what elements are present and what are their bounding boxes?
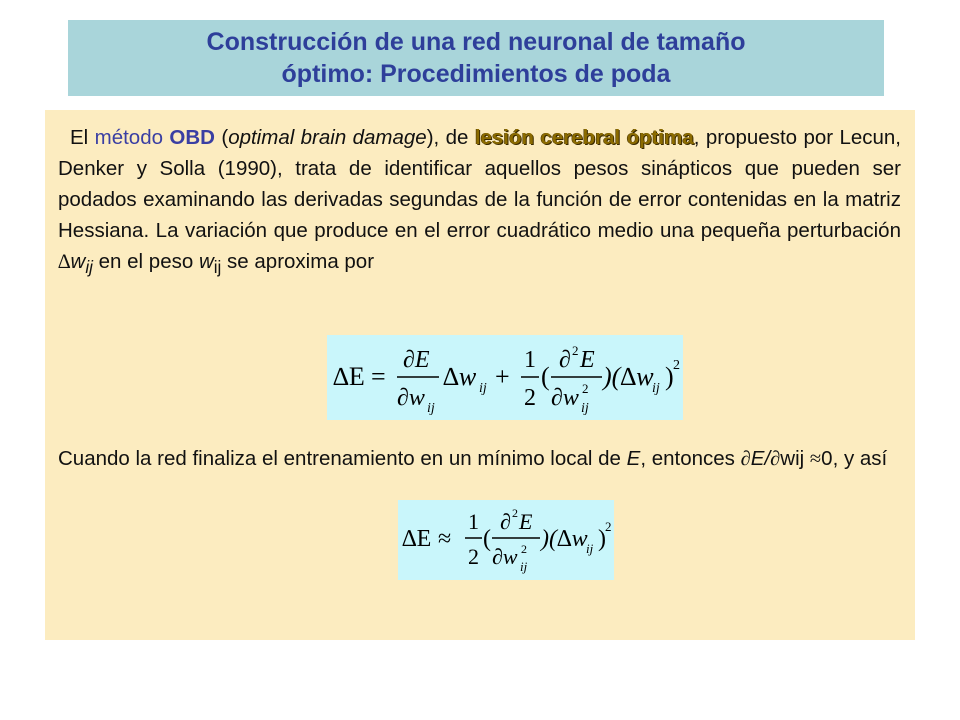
partial-symbol: ∂ [770,448,781,470]
fraction2-den-sub: ij [581,401,589,416]
formula2-open-paren: ( [483,526,491,552]
fraction1-denominator-sub: ij [427,401,435,416]
title-line-2: óptimo: Procedimientos de poda [281,60,671,88]
formula2-den-sub: ij [520,559,528,574]
formula2-square-exponent: 2 [605,519,612,534]
text-run: 0, y así [821,447,888,470]
formula-lhs: ∆E [333,362,365,391]
formula2-close-paren: ) [598,526,606,552]
local-minimum-paragraph [58,443,901,475]
formula2-num-e: E [519,509,533,534]
formula-equals: = [371,362,386,391]
delta-w-term: ∆w [443,362,477,391]
text-run: , entonces [640,447,741,470]
text-run: ), de [426,126,475,149]
text-run: wij [780,447,810,470]
half-numerator: 1 [524,347,536,373]
formula2-partial: ∂ [500,509,511,534]
formula-plus: + [495,362,510,391]
formula2-num-sup: 2 [512,506,518,520]
delta-w-squared-term: )(∆w [603,362,654,391]
slide-title [68,20,884,96]
obd-error-formula [327,335,683,420]
text-run: Cuando la red finaliza el entrenamiento en un mínimo local de [58,447,627,470]
fraction1-numerator: ∂E [403,347,430,373]
text-run: ( [214,126,229,149]
weight-subscript: ij [213,258,222,278]
weight-subscript: ij [85,258,93,278]
obd-description-paragraph [58,122,901,283]
partial-symbol: ∂ [740,448,751,470]
formula2-half-numerator: 1 [468,509,479,534]
fraction1-denominator: ∂w [397,385,425,411]
formula2-den-sup: 2 [521,542,527,556]
formula2-approx: ≈ [438,526,452,552]
weight-symbol: w [70,250,86,273]
obd-term: OBD [169,126,215,149]
weight-symbol: w [198,250,214,273]
formula2-delta-w-term: )(∆w [541,526,588,552]
approx-symbol: ≈ [809,448,822,470]
text-run: , propuesto por Lecun, Denker y Solla (1990), trata de identificar aquellos pesos sinápticos que pueden ser podados examinando las derivadas segundas de la función de error contenidas en la matriz Hessiana. La variación que produce en el error cuadrático medio una pequeña perturbación [58,126,901,242]
fraction2-partial: ∂ [559,347,571,373]
formula2-lhs: ∆E [402,526,432,552]
optimal-brain-damage-term: optimal brain damage [228,126,427,149]
text-run: El [70,126,95,149]
error-symbol: E/ [750,447,771,470]
text-run: en el peso [92,250,199,273]
fraction2-num-e: E [580,347,595,373]
fraction2-num-sup: 2 [572,343,579,358]
formula2-denominator: ∂w [492,544,518,569]
text-run: se aproxima por [221,250,375,273]
title-line-1: Construcción de una red neuronal de tamaño [206,28,746,56]
close-paren: ) [665,362,674,391]
fraction2-denominator: ∂w [551,385,579,411]
metodo-term: método [94,126,164,149]
lesion-cerebral-optima-term: lesión cerebral óptima [474,126,694,149]
content-panel [45,110,915,640]
error-symbol: E [626,447,641,470]
half-denominator: 2 [524,385,536,411]
fraction2-den-sup: 2 [582,381,589,396]
obd-approx-formula [398,500,614,580]
delta-symbol: ∆ [58,251,71,273]
open-paren: ( [541,362,550,391]
formula2-delta-w-sub: ij [586,541,594,556]
delta-w-term-sub: ij [479,381,487,396]
formula2-half-denominator: 2 [468,544,479,569]
square-exponent: 2 [673,358,680,373]
delta-w-squared-sub: ij [652,381,660,396]
